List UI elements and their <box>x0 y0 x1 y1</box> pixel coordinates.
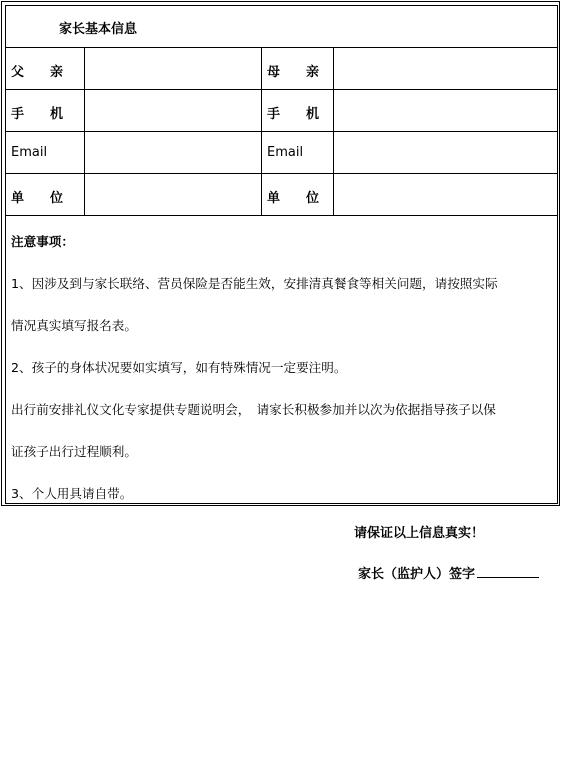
mother-field[interactable] <box>334 48 557 89</box>
father-employer-label-cell <box>6 174 85 215</box>
employer-row <box>6 174 557 216</box>
mother-label-cell <box>262 48 334 89</box>
mother-phone-field[interactable] <box>334 90 557 131</box>
mother-employer-field[interactable] <box>334 174 557 215</box>
father-email-field[interactable] <box>85 132 262 173</box>
father-label: 父 亲 <box>11 65 64 80</box>
mother-label: 母 亲 <box>267 65 320 80</box>
note-line: 3、个人用具请自带。 <box>11 486 133 501</box>
mother-employer-label-cell <box>262 174 334 215</box>
signature-block <box>358 563 539 582</box>
signature-label: 家长（监护人）签字 <box>358 567 476 582</box>
mother-email-label-cell <box>262 132 334 173</box>
father-label-cell <box>6 48 85 89</box>
note-line: 1、因涉及到与家长联络、营员保险是否能生效，安排清真餐食等相关问题，请按照实际 <box>11 276 498 291</box>
signature-field[interactable] <box>477 565 539 578</box>
father-employer-label: 单 位 <box>11 191 64 206</box>
notes-section <box>6 216 557 503</box>
form-title: 家长基本信息 <box>59 22 138 37</box>
note-line: 2、孩子的身体状况要如实填写，如有特殊情况一定要注明。 <box>11 360 347 375</box>
father-phone-label: 手 机 <box>11 107 64 122</box>
mother-email-label: Email <box>267 145 304 160</box>
parent-info-form <box>1 1 560 506</box>
father-phone-field[interactable] <box>85 90 262 131</box>
mother-employer-label: 单 位 <box>267 191 320 206</box>
phone-row <box>6 90 557 132</box>
note-line: 出行前安排礼仪文化专家提供专题说明会， 请家长积极参加并以次为依据指导孩子以保 <box>11 402 496 417</box>
parent-info-form-inner <box>5 5 558 504</box>
mother-phone-label-cell <box>262 90 334 131</box>
form-title-row <box>6 6 557 48</box>
father-email-label-cell <box>6 132 85 173</box>
father-mother-row <box>6 48 557 90</box>
mother-email-field[interactable] <box>334 132 557 173</box>
father-phone-label-cell <box>6 90 85 131</box>
note-line: 情况真实填写报名表。 <box>11 318 137 333</box>
mother-phone-label: 手 机 <box>267 107 320 122</box>
note-line: 证孩子出行过程顺利。 <box>11 444 137 459</box>
confirm-statement: 请保证以上信息真实！ <box>354 526 485 541</box>
father-field[interactable] <box>85 48 262 89</box>
father-employer-field[interactable] <box>85 174 262 215</box>
notes-heading: 注意事项： <box>11 234 74 249</box>
email-row <box>6 132 557 174</box>
father-email-label: Email <box>11 145 48 160</box>
